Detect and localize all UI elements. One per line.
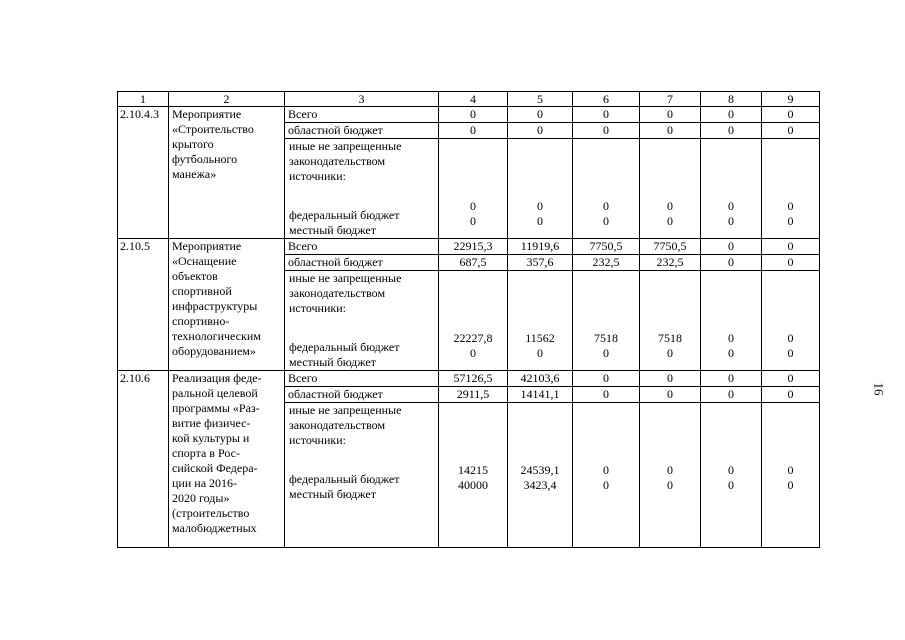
local-label: местный бюджет bbox=[289, 223, 376, 237]
total-value bbox=[640, 107, 701, 123]
federal-local-values bbox=[701, 403, 762, 548]
value: 11919,6 bbox=[520, 239, 560, 253]
federal-local-values bbox=[640, 403, 701, 548]
local-value: 0 bbox=[537, 214, 543, 228]
item-name-line: технологическим bbox=[172, 329, 261, 343]
local-value: 40000 bbox=[458, 478, 488, 492]
federal-value: 0 bbox=[787, 199, 794, 213]
item-name-line: «Строительство bbox=[172, 122, 254, 136]
item-name-line: кой культуры и bbox=[172, 431, 250, 445]
total-value bbox=[762, 371, 820, 387]
value: 0 bbox=[787, 123, 794, 137]
item-name-line: сийской Федера- bbox=[172, 461, 258, 475]
local-value: 0 bbox=[470, 214, 476, 228]
federal-value: 0 bbox=[728, 331, 734, 345]
spacer bbox=[511, 139, 569, 199]
spacer bbox=[643, 403, 697, 463]
regional-value bbox=[508, 387, 573, 403]
federal-local-values bbox=[573, 139, 640, 239]
value: 0 bbox=[728, 107, 734, 121]
regional-value bbox=[439, 255, 508, 271]
other-sources-line: источники: bbox=[289, 301, 346, 315]
source-label: Всего bbox=[288, 107, 318, 121]
federal-value: 22227,8 bbox=[453, 331, 493, 345]
regional-value bbox=[701, 255, 762, 271]
total-value bbox=[439, 107, 508, 123]
federal-local-values bbox=[508, 403, 573, 548]
local-value: 3423,4 bbox=[523, 478, 557, 492]
regional-value bbox=[640, 123, 701, 139]
item-code bbox=[118, 107, 169, 239]
value: 687,5 bbox=[459, 255, 487, 269]
regional-label bbox=[285, 255, 439, 271]
item-name-line: инфраструктуры bbox=[172, 299, 258, 313]
federal-local-values bbox=[640, 271, 701, 371]
regional-value bbox=[508, 255, 573, 271]
item-name-line: спорта в Рос- bbox=[172, 446, 240, 460]
value: 0 bbox=[728, 123, 734, 137]
value: 57126,5 bbox=[453, 371, 493, 385]
item-name-line: программы «Раз- bbox=[172, 401, 260, 415]
value: 0 bbox=[667, 371, 673, 385]
col-header: 1 bbox=[118, 92, 169, 107]
federal-local-values bbox=[573, 271, 640, 371]
local-value: 0 bbox=[787, 346, 794, 360]
federal-label: федеральный бюджет bbox=[289, 340, 400, 354]
value: 7750,5 bbox=[653, 239, 687, 253]
regional-value bbox=[701, 123, 762, 139]
federal-local-values bbox=[439, 403, 508, 548]
local-value: 0 bbox=[470, 346, 476, 360]
col-header: 4 bbox=[439, 92, 508, 107]
total-value bbox=[701, 107, 762, 123]
spacer bbox=[442, 139, 504, 199]
value: 0 bbox=[728, 371, 734, 385]
item-name-line: 2020 годы» bbox=[172, 491, 230, 505]
item-code-text: 2.10.6 bbox=[120, 371, 150, 385]
federal-value: 0 bbox=[728, 199, 734, 213]
total-value bbox=[701, 239, 762, 255]
local-value: 0 bbox=[603, 478, 609, 492]
spacer bbox=[643, 271, 697, 331]
local-value: 0 bbox=[728, 214, 734, 228]
item-code-text: 2.10.5 bbox=[120, 239, 150, 253]
federal-local-values bbox=[762, 403, 820, 548]
local-value: 0 bbox=[728, 346, 734, 360]
federal-value: 7518 bbox=[594, 331, 618, 345]
federal-local-values bbox=[573, 403, 640, 548]
item-name-line: спортивной bbox=[172, 284, 232, 298]
spacer bbox=[289, 502, 436, 547]
federal-local-values bbox=[762, 271, 820, 371]
value: 0 bbox=[603, 371, 609, 385]
regional-value bbox=[762, 255, 820, 271]
item-name bbox=[169, 371, 285, 548]
item-name-line: Реализация феде- bbox=[172, 371, 262, 385]
value: 0 bbox=[537, 107, 543, 121]
source-label: областной бюджет bbox=[288, 387, 383, 401]
other-sources-line: источники: bbox=[289, 169, 346, 183]
federal-value: 0 bbox=[603, 199, 609, 213]
spacer bbox=[511, 271, 569, 331]
total-value bbox=[573, 239, 640, 255]
total-value bbox=[439, 239, 508, 255]
regional-value bbox=[762, 123, 820, 139]
regional-value bbox=[508, 123, 573, 139]
federal-value: 0 bbox=[728, 463, 734, 477]
local-value: 0 bbox=[603, 214, 609, 228]
value: 0 bbox=[603, 107, 609, 121]
total-value bbox=[762, 239, 820, 255]
col-header: 3 bbox=[285, 92, 439, 107]
value: 232,5 bbox=[592, 255, 620, 269]
spacer bbox=[511, 403, 569, 463]
federal-label: федеральный бюджет bbox=[289, 472, 400, 486]
value: 7750,5 bbox=[589, 239, 623, 253]
spacer bbox=[289, 316, 436, 340]
total-row bbox=[118, 107, 820, 123]
item-name-line: спортивно- bbox=[172, 314, 230, 328]
federal-local-values bbox=[701, 139, 762, 239]
total-label bbox=[285, 239, 439, 255]
spacer bbox=[442, 403, 504, 463]
regional-value bbox=[640, 255, 701, 271]
value: 0 bbox=[470, 107, 476, 121]
federal-local-values bbox=[439, 271, 508, 371]
item-code-text: 2.10.4.3 bbox=[120, 107, 159, 121]
col-header: 6 bbox=[573, 92, 640, 107]
item-name-line: Мероприятие bbox=[172, 239, 242, 253]
regional-value bbox=[701, 387, 762, 403]
federal-local-values bbox=[701, 271, 762, 371]
local-value: 0 bbox=[667, 346, 673, 360]
federal-value: 0 bbox=[470, 199, 476, 213]
local-value: 0 bbox=[787, 478, 794, 492]
spacer bbox=[576, 403, 636, 463]
spacer bbox=[576, 271, 636, 331]
federal-local-values bbox=[508, 271, 573, 371]
value: 357,6 bbox=[526, 255, 554, 269]
item-code bbox=[118, 239, 169, 371]
regional-label bbox=[285, 123, 439, 139]
spacer bbox=[765, 271, 816, 331]
spacer bbox=[576, 139, 636, 199]
total-value bbox=[508, 107, 573, 123]
spacer bbox=[289, 448, 436, 472]
other-sources-line: иные не запрещенные bbox=[289, 271, 402, 285]
total-row bbox=[118, 239, 820, 255]
total-value bbox=[439, 371, 508, 387]
item-name-line: витие физичес- bbox=[172, 416, 251, 430]
federal-value: 0 bbox=[537, 199, 543, 213]
item-code bbox=[118, 371, 169, 548]
value: 14141,1 bbox=[520, 387, 560, 401]
col-header: 7 bbox=[640, 92, 701, 107]
other-sources-line: иные не запрещенные bbox=[289, 139, 402, 153]
local-value: 0 bbox=[667, 214, 673, 228]
total-label bbox=[285, 107, 439, 123]
regional-value bbox=[573, 255, 640, 271]
federal-local-values bbox=[508, 139, 573, 239]
value: 22915,3 bbox=[453, 239, 493, 253]
local-label: местный бюджет bbox=[289, 355, 376, 369]
item-name-line: «Оснащение bbox=[172, 254, 237, 268]
total-value bbox=[508, 239, 573, 255]
col-header: 9 bbox=[762, 92, 820, 107]
total-value bbox=[701, 371, 762, 387]
local-value: 0 bbox=[787, 214, 794, 228]
other-sources-cell bbox=[285, 139, 439, 239]
other-sources-line: законодательством bbox=[289, 154, 386, 168]
item-name-line: футбольного bbox=[172, 152, 238, 166]
value: 42103,6 bbox=[520, 371, 560, 385]
total-value bbox=[762, 107, 820, 123]
total-value bbox=[573, 371, 640, 387]
source-label: Всего bbox=[288, 239, 318, 253]
spacer bbox=[643, 139, 697, 199]
value: 0 bbox=[728, 255, 734, 269]
regional-value bbox=[762, 387, 820, 403]
regional-value bbox=[439, 387, 508, 403]
federal-local-values bbox=[640, 139, 701, 239]
col-header: 8 bbox=[701, 92, 762, 107]
spacer bbox=[704, 271, 758, 331]
other-sources-line: законодательством bbox=[289, 418, 386, 432]
federal-value: 0 bbox=[787, 463, 794, 477]
value: 0 bbox=[787, 387, 794, 401]
spacer bbox=[704, 403, 758, 463]
item-name-line: (строительство bbox=[172, 506, 250, 520]
header-row bbox=[118, 92, 820, 107]
item-name-line: ральной целевой bbox=[172, 386, 258, 400]
spacer bbox=[765, 403, 816, 463]
spacer bbox=[704, 139, 758, 199]
value: 0 bbox=[667, 107, 673, 121]
federal-value: 0 bbox=[603, 463, 609, 477]
federal-value: 0 bbox=[787, 331, 794, 345]
total-value bbox=[508, 371, 573, 387]
col-header: 5 bbox=[508, 92, 573, 107]
total-value bbox=[640, 371, 701, 387]
page-number: 16 bbox=[871, 382, 887, 396]
local-value: 0 bbox=[667, 478, 673, 492]
value: 0 bbox=[728, 387, 734, 401]
item-name-line: малобюджетных bbox=[172, 521, 257, 535]
other-sources-cell bbox=[285, 403, 439, 548]
total-value bbox=[640, 239, 701, 255]
federal-value: 7518 bbox=[658, 331, 682, 345]
source-label: Всего bbox=[288, 371, 318, 385]
other-sources-line: иные не запрещенные bbox=[289, 403, 402, 417]
item-name bbox=[169, 239, 285, 371]
regional-label bbox=[285, 387, 439, 403]
other-sources-line: законодательством bbox=[289, 286, 386, 300]
value: 0 bbox=[667, 123, 673, 137]
regional-value bbox=[573, 123, 640, 139]
value: 0 bbox=[537, 123, 543, 137]
local-value: 0 bbox=[603, 346, 609, 360]
federal-local-values bbox=[439, 139, 508, 239]
value: 0 bbox=[787, 371, 794, 385]
spacer bbox=[442, 271, 504, 331]
local-label: местный бюджет bbox=[289, 487, 376, 501]
value: 0 bbox=[787, 255, 794, 269]
item-name-line: объектов bbox=[172, 269, 218, 283]
regional-value bbox=[439, 123, 508, 139]
other-sources-line: источники: bbox=[289, 433, 346, 447]
other-sources-cell bbox=[285, 271, 439, 371]
regional-value bbox=[573, 387, 640, 403]
total-label bbox=[285, 371, 439, 387]
spacer bbox=[765, 139, 816, 199]
local-value: 0 bbox=[537, 346, 543, 360]
item-name-line: крытого bbox=[172, 137, 214, 151]
total-value bbox=[573, 107, 640, 123]
regional-value bbox=[640, 387, 701, 403]
value: 0 bbox=[728, 239, 734, 253]
value: 0 bbox=[603, 387, 609, 401]
federal-value: 11562 bbox=[525, 331, 555, 345]
federal-local-values bbox=[762, 139, 820, 239]
budget-table bbox=[117, 91, 820, 548]
item-name bbox=[169, 107, 285, 239]
item-name-line: манежа» bbox=[172, 167, 217, 181]
federal-value: 24539,1 bbox=[520, 463, 560, 477]
federal-value: 0 bbox=[667, 199, 673, 213]
value: 0 bbox=[667, 387, 673, 401]
federal-value: 14215 bbox=[458, 463, 488, 477]
value: 0 bbox=[787, 239, 794, 253]
item-name-line: ции на 2016- bbox=[172, 476, 238, 490]
spacer bbox=[289, 184, 436, 208]
value: 0 bbox=[470, 123, 476, 137]
total-row bbox=[118, 371, 820, 387]
value: 0 bbox=[787, 107, 794, 121]
local-value: 0 bbox=[728, 478, 734, 492]
value: 0 bbox=[603, 123, 609, 137]
item-name-line: Мероприятие bbox=[172, 107, 242, 121]
federal-label: федеральный бюджет bbox=[289, 208, 400, 222]
source-label: областной бюджет bbox=[288, 255, 383, 269]
value: 2911,5 bbox=[456, 387, 490, 401]
item-name-line: оборудованием» bbox=[172, 344, 256, 358]
source-label: областной бюджет bbox=[288, 123, 383, 137]
value: 232,5 bbox=[656, 255, 684, 269]
federal-value: 0 bbox=[667, 463, 673, 477]
col-header: 2 bbox=[169, 92, 285, 107]
